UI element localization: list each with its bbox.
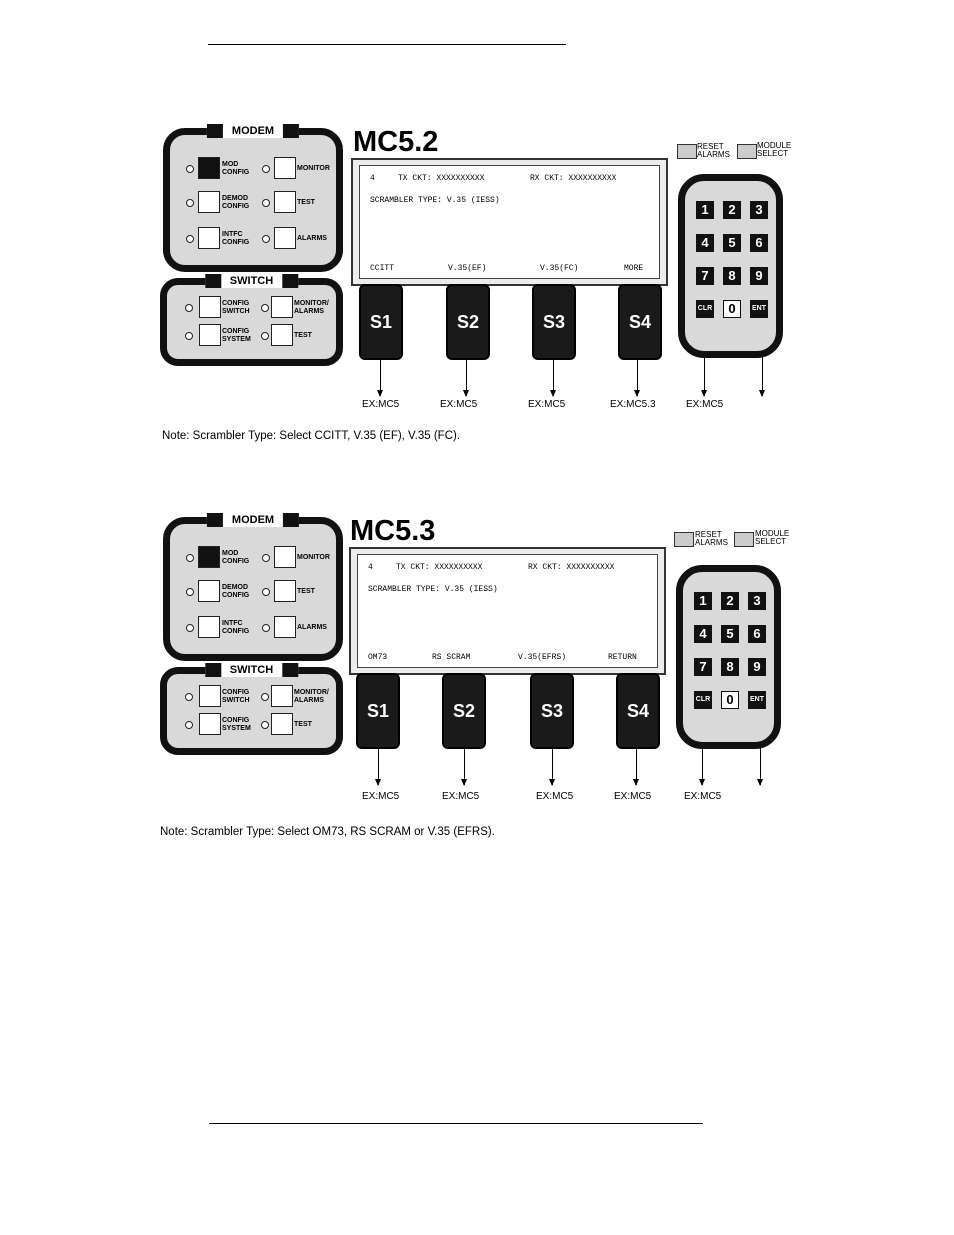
switch-panel — [160, 275, 343, 366]
config-switch-label: CONFIG SWITCH — [222, 300, 250, 315]
ex-label-s2: EX:MC5 — [442, 791, 480, 802]
config-system-label: CONFIG SYSTEM — [222, 328, 251, 343]
s3-label: S3 — [542, 312, 566, 332]
lcd-rx-ckt: RX CKT: XXXXXXXXXX — [530, 174, 617, 183]
switch-panel-title: SWITCH — [205, 663, 298, 677]
arrow-s1 — [380, 360, 381, 396]
figure-mc5-2 — [0, 125, 954, 508]
switch-test-label: TEST — [294, 332, 312, 339]
module-select-label: MODULE SELECT — [757, 141, 792, 158]
config-system-label: CONFIG SYSTEM — [222, 717, 251, 732]
monitor-alarms-label: MONITOR/ ALARMS — [294, 300, 329, 315]
key-6[interactable]: 6 — [750, 234, 768, 252]
monitor-alarms-label: MONITOR/ ALARMS — [294, 689, 329, 704]
arrow-s4 — [637, 360, 638, 396]
key-5[interactable]: 5 — [723, 234, 741, 252]
key-8[interactable]: 8 — [723, 267, 741, 285]
s2-label: S2 — [452, 701, 476, 721]
softkey-s3-button[interactable] — [530, 673, 574, 749]
s4-label: S4 — [628, 312, 652, 332]
softkey-s4-button[interactable] — [616, 673, 660, 749]
test-label: TEST — [297, 588, 315, 595]
key-7[interactable]: 7 — [694, 658, 712, 676]
key-ent[interactable]: ENT — [748, 691, 766, 709]
mod-config-label: MOD CONFIG — [222, 161, 250, 176]
ex-label-clr: EX:MC5 — [684, 791, 722, 802]
lcd-softkey-3: V.35(EFRS) — [518, 653, 567, 662]
reset-alarms-button[interactable] — [677, 144, 697, 159]
ex-label-s3: EX:MC5 — [536, 791, 574, 802]
reset-alarms-label: RESET ALARMS — [695, 530, 728, 547]
key-2[interactable]: 2 — [721, 592, 739, 610]
key-4[interactable]: 4 — [696, 234, 714, 252]
key-2[interactable]: 2 — [723, 201, 741, 219]
key-clr[interactable]: CLR — [696, 300, 714, 318]
switch-test-label: TEST — [294, 721, 312, 728]
s4-label: S4 — [626, 701, 650, 721]
key-6[interactable]: 6 — [748, 625, 766, 643]
key-clr[interactable]: CLR — [694, 691, 712, 709]
switch-panel — [160, 664, 343, 755]
arrow-s3 — [552, 749, 553, 785]
s2-label: S2 — [456, 312, 480, 332]
lcd-softkey-1: CCITT — [370, 264, 395, 273]
demod-config-label: DEMOD CONFIG — [222, 195, 250, 210]
test-label: TEST — [297, 199, 315, 206]
alarms-label: ALARMS — [297, 235, 327, 242]
modem-panel — [163, 125, 343, 272]
key-4[interactable]: 4 — [694, 625, 712, 643]
demod-config-label: DEMOD CONFIG — [222, 584, 250, 599]
lcd-softkey-3: V.35(FC) — [540, 264, 579, 273]
key-8[interactable]: 8 — [721, 658, 739, 676]
lcd-tx-ckt: TX CKT: XXXXXXXXXX — [396, 563, 483, 572]
s1-label: S1 — [366, 701, 390, 721]
monitor-label: MONITOR — [297, 554, 330, 561]
softkey-s2-button[interactable] — [446, 284, 490, 360]
key-3[interactable]: 3 — [750, 201, 768, 219]
arrow-s2 — [466, 360, 467, 396]
key-0[interactable]: 0 — [721, 691, 739, 709]
arrow-s3 — [553, 360, 554, 396]
key-9[interactable]: 9 — [750, 267, 768, 285]
ex-label-s2: EX:MC5 — [440, 399, 478, 410]
figure-note: Note: Scrambler Type: Select CCITT, V.35 (EF), V.35 (FC). — [162, 430, 461, 442]
ex-label-clr: EX:MC5 — [686, 399, 724, 410]
lcd-rx-ckt: RX CKT: XXXXXXXXXX — [528, 563, 615, 572]
lcd-display — [349, 547, 666, 675]
top-rule — [208, 44, 566, 45]
module-select-button[interactable] — [734, 532, 754, 547]
keypad — [676, 565, 781, 749]
alarms-label: ALARMS — [297, 624, 327, 631]
figure-note: Note: Scrambler Type: Select OM73, RS SCRAM or V.35 (EFRS). — [160, 826, 495, 838]
intfc-config-label: INTFC CONFIG — [222, 620, 250, 635]
softkey-s4-button[interactable] — [618, 284, 662, 360]
bottom-rule — [209, 1123, 703, 1124]
key-7[interactable]: 7 — [696, 267, 714, 285]
key-5[interactable]: 5 — [721, 625, 739, 643]
modem-panel — [163, 514, 343, 661]
figure-title: MC5.2 — [353, 126, 439, 158]
key-1[interactable]: 1 — [694, 592, 712, 610]
lcd-display — [351, 158, 668, 286]
softkey-s1-button[interactable] — [356, 673, 400, 749]
lcd-softkey-4: MORE — [624, 264, 644, 273]
s1-label: S1 — [369, 312, 393, 332]
figure-title: MC5.3 — [350, 515, 436, 547]
lcd-line-number: 4 — [370, 174, 375, 183]
modem-panel-title: MODEM — [207, 513, 299, 527]
module-select-label: MODULE SELECT — [755, 529, 790, 546]
figure-mc5-3 — [0, 514, 954, 897]
modem-panel-title: MODEM — [207, 124, 299, 138]
arrow-s1 — [378, 749, 379, 785]
key-ent[interactable]: ENT — [750, 300, 768, 318]
softkey-s1-button[interactable] — [359, 284, 403, 360]
lcd-softkey-1: OM73 — [368, 653, 388, 662]
config-switch-label: CONFIG SWITCH — [222, 689, 250, 704]
mod-config-label: MOD CONFIG — [222, 550, 250, 565]
arrow-s2 — [464, 749, 465, 785]
key-3[interactable]: 3 — [748, 592, 766, 610]
lcd-softkey-2: RS SCRAM — [432, 653, 471, 662]
key-0[interactable]: 0 — [723, 300, 741, 318]
softkey-s2-button[interactable] — [442, 673, 486, 749]
lcd-line-number: 4 — [368, 563, 373, 572]
ex-label-s1: EX:MC5 — [362, 399, 400, 410]
reset-alarms-label: RESET ALARMS — [697, 142, 730, 159]
reset-alarms-button[interactable] — [674, 532, 694, 547]
key-9[interactable]: 9 — [748, 658, 766, 676]
keypad — [678, 174, 783, 358]
lcd-scrambler-type: SCRAMBLER TYPE: V.35 (IESS) — [368, 585, 498, 594]
arrow-s4 — [636, 749, 637, 785]
softkey-s3-button[interactable] — [532, 284, 576, 360]
switch-panel-title: SWITCH — [205, 274, 298, 288]
key-1[interactable]: 1 — [696, 201, 714, 219]
lcd-tx-ckt: TX CKT: XXXXXXXXXX — [398, 174, 485, 183]
monitor-label: MONITOR — [297, 165, 330, 172]
ex-label-s4: EX:MC5.3 — [610, 399, 656, 410]
module-select-button[interactable] — [737, 144, 757, 159]
lcd-scrambler-type: SCRAMBLER TYPE: V.35 (IESS) — [370, 196, 500, 205]
s3-label: S3 — [540, 701, 564, 721]
ex-label-s4: EX:MC5 — [614, 791, 652, 802]
lcd-softkey-2: V.35(EF) — [448, 264, 487, 273]
ex-label-s1: EX:MC5 — [362, 791, 400, 802]
lcd-softkey-4: RETURN — [608, 653, 637, 662]
ex-label-s3: EX:MC5 — [528, 399, 566, 410]
intfc-config-label: INTFC CONFIG — [222, 231, 250, 246]
